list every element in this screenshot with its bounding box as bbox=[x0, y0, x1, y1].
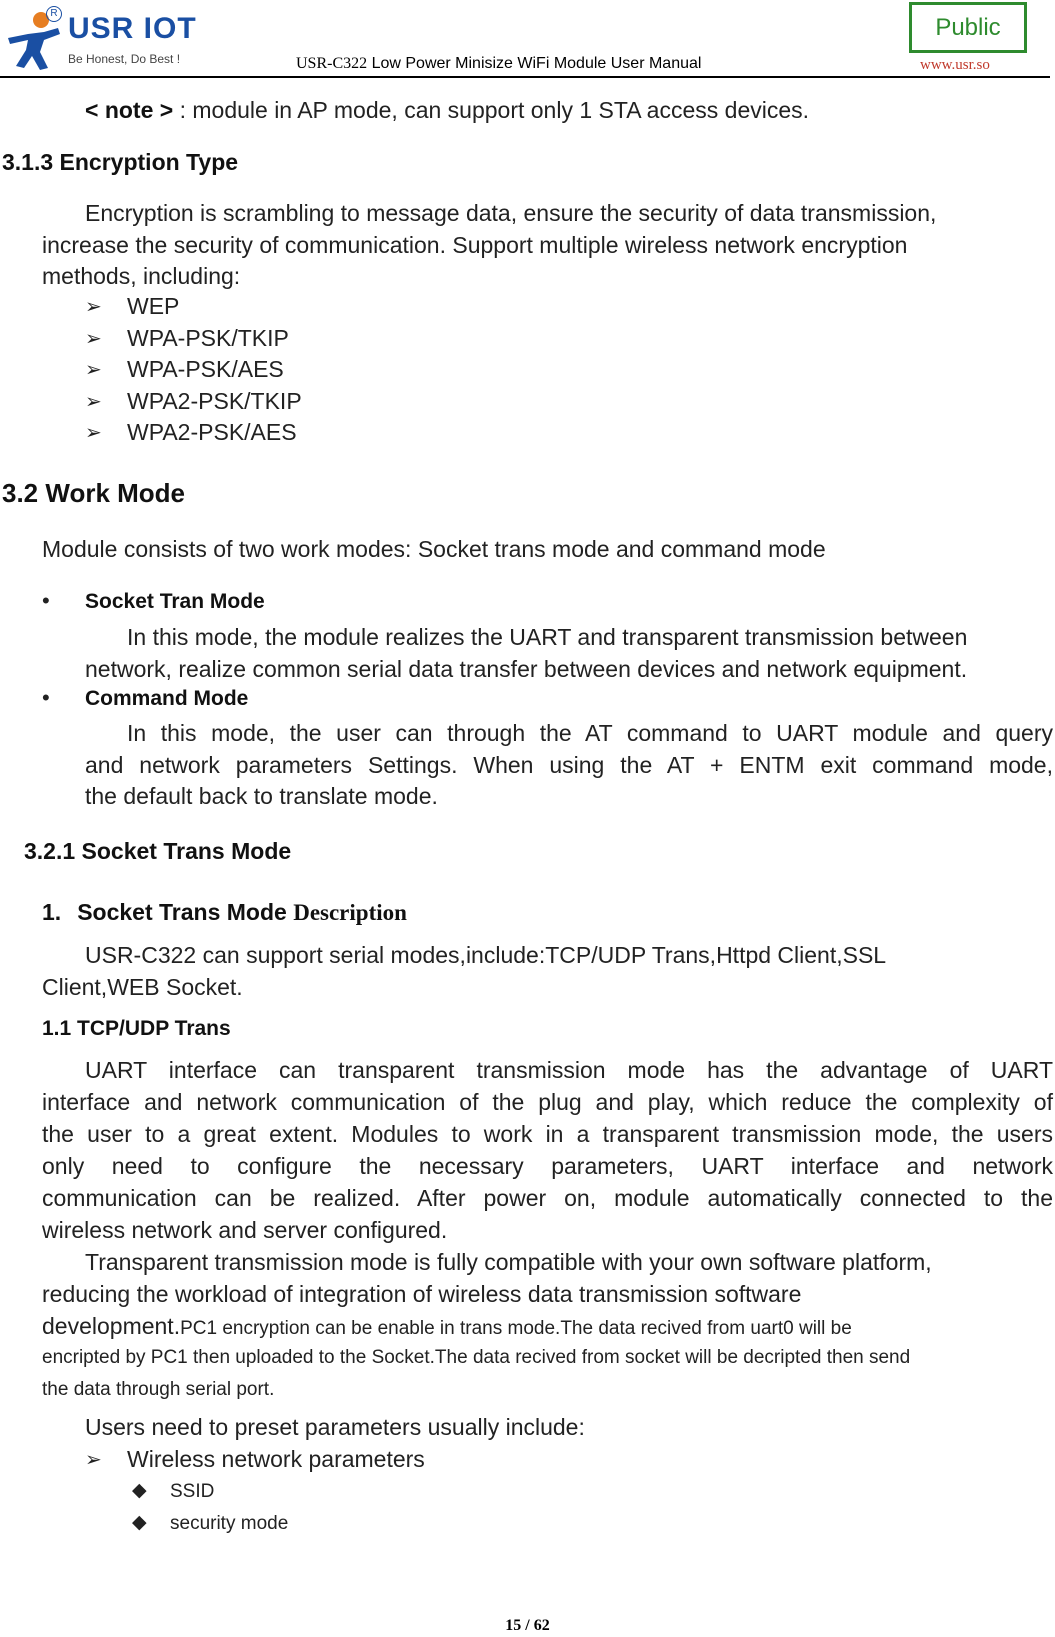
encryption-item: WPA2-PSK/TKIP bbox=[127, 388, 302, 414]
trans-paragraph-line-2: reducing the workload of integration of wireless data transmission software bbox=[42, 1281, 802, 1307]
param-ssid: SSID bbox=[170, 1481, 215, 1502]
public-badge: Public bbox=[909, 2, 1027, 53]
preset-params-intro: Users need to preset parameters usually include: bbox=[85, 1414, 585, 1440]
trans-paragraph-line-5: the data through serial port. bbox=[42, 1379, 275, 1400]
tcp-paragraph-line-4: only need to configure the necessary parameters, UART interface and network bbox=[42, 1153, 1053, 1179]
socket-tran-mode-title: Socket Tran Mode bbox=[85, 590, 265, 613]
total-pages: 62 bbox=[533, 1617, 550, 1634]
socket-desc-line-1: USR-C322 can support serial modes,include:TCP/UDP Trans,Httpd Client,SSL bbox=[85, 942, 887, 968]
bullet-dot-icon: • bbox=[42, 685, 50, 710]
document-title-rest: Low Power Minisize WiFi Module User Manual bbox=[367, 55, 702, 72]
subsection-title: Socket Trans Mode bbox=[77, 899, 294, 925]
command-mode-title: Command Mode bbox=[85, 687, 249, 710]
socket-tran-mode-line-1: In this mode, the module realizes the UART and transparent transmission between bbox=[127, 624, 968, 650]
section-heading-3-2-1: 3.2.1 Socket Trans Mode bbox=[24, 838, 292, 864]
bullet-dot-icon: • bbox=[42, 588, 50, 613]
tcp-paragraph-line-3: the user to a great extent. Modules to work in a transparent transmission mode, the users bbox=[42, 1121, 1053, 1147]
subsection-title-serif: Description bbox=[293, 900, 407, 925]
trans-paragraph-line-1: Transparent transmission mode is fully compatible with your own software platform, bbox=[85, 1249, 932, 1275]
param-security-mode: security mode bbox=[170, 1513, 289, 1534]
socket-desc-line-2: Client,WEB Socket. bbox=[42, 974, 243, 1000]
document-title-model: USR-C322 bbox=[296, 55, 368, 72]
tcp-paragraph-line-5: communication can be realized. After power on, module automatically connected to the bbox=[42, 1185, 1053, 1211]
command-mode-line-1: In this mode, the user can through the AT command to UART module and query bbox=[127, 720, 1053, 746]
page-separator: / bbox=[521, 1617, 534, 1634]
subsection-heading-1 bbox=[42, 899, 407, 926]
trans-paragraph-line-4: encripted by PC1 then uploaded to the Socket.The data recived from socket will be decripted then send bbox=[42, 1347, 911, 1368]
encryption-item: WPA-PSK/TKIP bbox=[127, 325, 289, 351]
command-mode-line-3: the default back to translate mode. bbox=[85, 783, 438, 809]
tcp-paragraph-line-2: interface and network communication of the plug and play, which reduce the complexity of bbox=[42, 1089, 1053, 1115]
arrow-bullet-icon: ➢ bbox=[85, 359, 102, 381]
note-text: : module in AP mode, can support only 1 STA access devices. bbox=[173, 97, 810, 123]
trans-development-text: development. bbox=[42, 1313, 181, 1339]
arrow-bullet-icon: ➢ bbox=[85, 296, 102, 318]
document-title bbox=[296, 55, 701, 73]
encryption-item: WPA2-PSK/AES bbox=[127, 419, 297, 445]
subsection-heading-1-1: 1.1 TCP/UDP Trans bbox=[42, 1017, 231, 1040]
section-heading-3-1-3: 3.1.3 Encryption Type bbox=[2, 149, 239, 175]
note-label: < note > bbox=[85, 97, 174, 123]
arrow-bullet-icon: ➢ bbox=[85, 391, 102, 413]
socket-tran-mode-line-2: network, realize common serial data transfer between devices and network equipment. bbox=[85, 656, 968, 682]
header-divider bbox=[0, 76, 1050, 78]
note-line bbox=[85, 94, 809, 126]
diamond-bullet-icon: ◆ bbox=[132, 1512, 147, 1533]
encryption-paragraph-line-1: Encryption is scrambling to message data, ensure the security of data transmission, bbox=[85, 200, 937, 226]
encryption-item: WPA-PSK/AES bbox=[127, 356, 284, 382]
current-page: 15 bbox=[505, 1617, 522, 1634]
command-mode-line-2: and network parameters Settings. When using the AT + ENTM exit command mode, bbox=[85, 752, 1053, 778]
diamond-bullet-icon: ◆ bbox=[132, 1480, 147, 1501]
encryption-paragraph-line-2: increase the security of communication. Support multiple wireless network encryption bbox=[42, 232, 908, 258]
subsection-number: 1. bbox=[42, 899, 62, 925]
website-url[interactable]: www.usr.so bbox=[920, 57, 990, 73]
encryption-paragraph-line-3: methods, including: bbox=[42, 263, 241, 289]
brand-logo-text: USR IOT bbox=[68, 12, 197, 45]
trans-paragraph-line-3 bbox=[42, 1310, 852, 1345]
brand-slogan: Be Honest, Do Best ! bbox=[68, 52, 181, 66]
arrow-bullet-icon: ➢ bbox=[85, 1449, 102, 1471]
work-mode-intro: Module consists of two work modes: Socket trans mode and command mode bbox=[42, 536, 826, 562]
pc1-encryption-text: PC1 encryption can be enable in trans mode.The data recived from uart0 will be bbox=[180, 1318, 852, 1339]
registered-mark: R bbox=[46, 6, 62, 22]
tcp-paragraph-line-6: wireless network and server configured. bbox=[42, 1217, 448, 1243]
section-heading-3-2: 3.2 Work Mode bbox=[2, 478, 186, 508]
encryption-item: WEP bbox=[127, 293, 180, 319]
arrow-bullet-icon: ➢ bbox=[85, 422, 102, 444]
wireless-params-item: Wireless network parameters bbox=[127, 1446, 425, 1472]
arrow-bullet-icon: ➢ bbox=[85, 328, 102, 350]
page-number bbox=[0, 1617, 1055, 1635]
tcp-paragraph-line-1: UART interface can transparent transmission mode has the advantage of UART bbox=[85, 1057, 1053, 1083]
